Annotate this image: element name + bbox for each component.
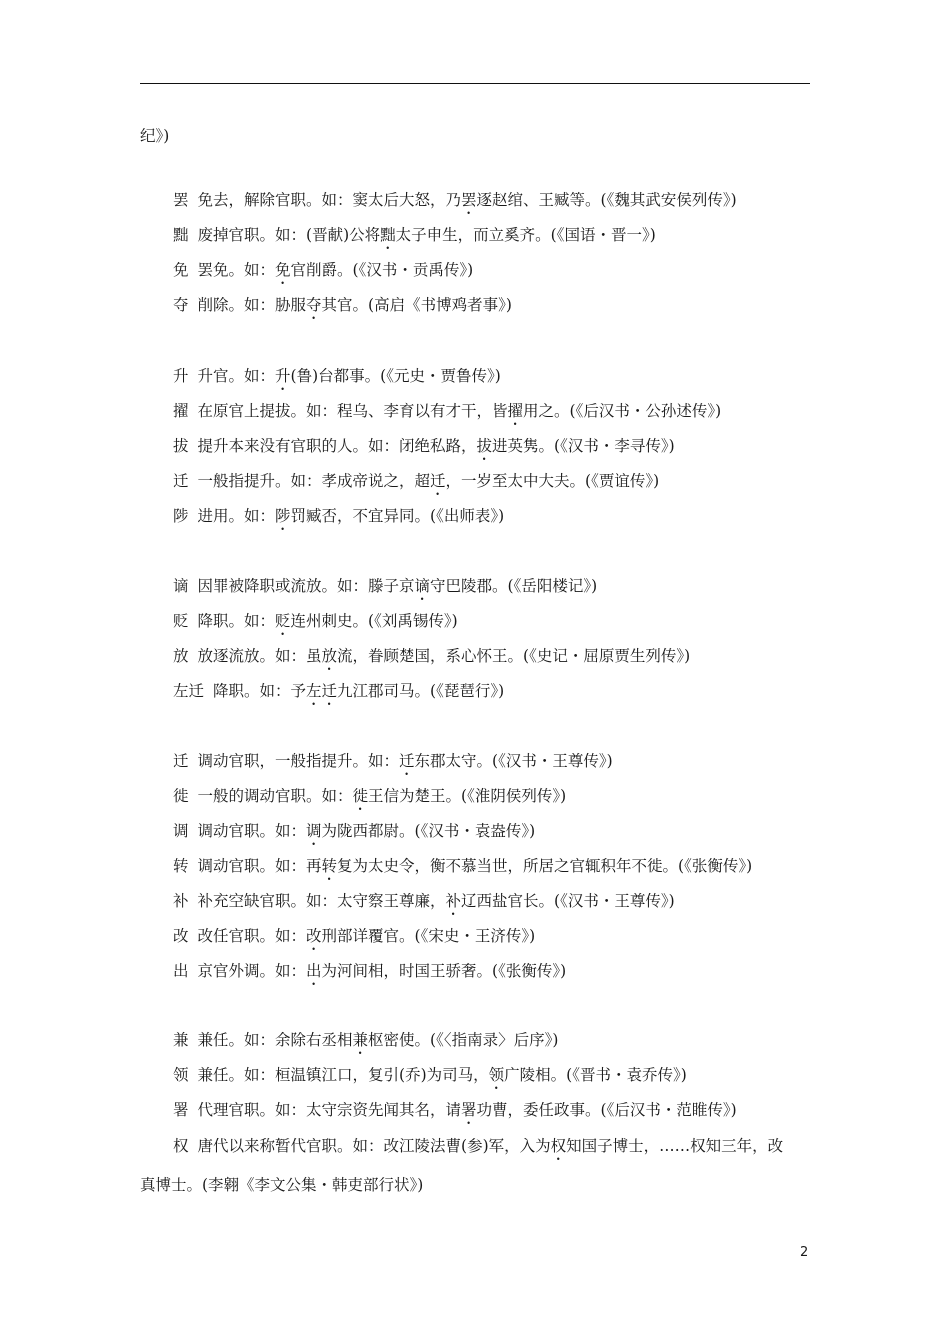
entry-term: 贬 [173, 612, 189, 630]
entry-example-rest: 进英隽。(《汉书・李寻传》) [492, 437, 675, 455]
entry-example-rest: 枢密使。(《〈指南录〉后序》) [368, 1031, 559, 1049]
entry-example-keyword: 徙 [352, 787, 369, 805]
entry-term: 拔 [173, 437, 189, 455]
entry-definition: 降职。如： [197, 612, 276, 630]
entry-definition: 代理官职。如：太守宗资先闻其名，请 [197, 1101, 462, 1119]
entry-term: 改 [173, 927, 189, 945]
entry-definition: 免去，解除官职。如：窦太后大怒，乃 [197, 191, 462, 209]
entry-definition: 唐代以来称暂代官职。如：改江陵法曹(参)军，入为 [197, 1137, 551, 1155]
entry-example-keyword: 陟 [275, 507, 291, 525]
entry-term: 陟 [173, 507, 189, 525]
entry-term: 左迁 [173, 682, 205, 700]
entry-term: 转 [173, 857, 189, 875]
entry-term: 迁 [173, 472, 189, 490]
entry-example-rest: 罚臧否，不宜异同。(《出师表》) [290, 507, 505, 525]
entry-example-keyword: 放 [321, 647, 338, 665]
entry-example-keyword: 改 [306, 927, 322, 945]
entry-term: 权 [173, 1137, 189, 1155]
entry-row [173, 399, 813, 429]
entry-row [173, 784, 813, 814]
entry-example-rest: 辽西盐官长。(《汉书・王尊传》) [461, 892, 675, 910]
entry-definition: 一般指提升。如：孝成帝说之，超 [197, 472, 431, 490]
entry-example-keyword: 拔 [476, 437, 493, 455]
entry-row [173, 434, 813, 464]
entry-row [173, 924, 813, 954]
entry-example-rest: 流，眷顾楚国，系心怀王。(《史记・屈原贾生列传》) [337, 647, 691, 665]
entry-term: 领 [173, 1066, 189, 1084]
entry-row [173, 749, 813, 779]
entry-term: 罢 [173, 191, 189, 209]
entry-row [173, 188, 813, 218]
entry-example-rest: 刑部详覆官。(《宋史・王济传》) [321, 927, 536, 945]
entry-definition: 调动官职，一般指提升。如： [197, 752, 400, 770]
continuation-line: 纪》) [140, 127, 170, 145]
entry-example-rest: 王信为楚王。(《淮阴侯列传》) [368, 787, 567, 805]
entry-definition: 调动官职。如：再 [197, 857, 322, 875]
entry-example-rest: 东郡太守。(《汉书・王尊传》) [414, 752, 613, 770]
entry-row [173, 1063, 813, 1093]
entry-definition: 因罪被降职或流放。如：滕子京 [197, 577, 415, 595]
entry-term: 署 [173, 1101, 189, 1119]
entry-row [173, 364, 813, 394]
entry-definition: 升官。如： [197, 367, 276, 385]
entry-definition: 京官外调。如： [197, 962, 307, 980]
entry-term: 谪 [173, 577, 189, 595]
entry-example-keyword: 升 [275, 367, 291, 385]
entry-example-rest: 逐赵绾、王臧等。(《魏其武安侯列传》) [476, 191, 737, 209]
entry-example-keyword: 免 [275, 261, 291, 279]
entry-example-keyword: 转 [321, 857, 338, 875]
entry-row [173, 889, 813, 919]
entry-example-rest: 太子申生，而立奚齐。(《国语・晋一》) [395, 226, 656, 244]
entry-example-keyword: 出 [306, 962, 322, 980]
entry-row [173, 854, 813, 884]
entry-example-rest: 用之。(《后汉书・公孙述传》) [523, 402, 722, 420]
entry-row [173, 1098, 813, 1128]
entry-term: 迁 [173, 752, 189, 770]
entry-example-keyword: 兼 [352, 1031, 369, 1049]
entry-example-rest: 广陵相。(《晋书・袁乔传》) [504, 1066, 687, 1084]
entry-example-rest: ，一岁至太中大夫。(《贾谊传》) [445, 472, 660, 490]
entry-example-keyword: 黜 [380, 226, 396, 244]
entry-example-keyword: 左迁 [306, 682, 338, 700]
entry-row [173, 469, 813, 499]
entry-example-keyword: 调 [306, 822, 322, 840]
entry-example-keyword: 擢 [507, 402, 524, 420]
entry-term: 放 [173, 647, 189, 665]
entry-term: 擢 [173, 402, 189, 420]
entry-term: 徙 [173, 787, 189, 805]
entry-example-rest: 其官。(高启《书博鸡者事》) [321, 296, 512, 314]
entry-example-rest: 为河间相，时国王骄奢。(《张衡传》) [321, 962, 567, 980]
entry-example-rest: 功曹，委任政事。(《后汉书・范睢传》) [476, 1101, 737, 1119]
entry-definition: 提升本来没有官职的人。如：闭绝私路， [197, 437, 477, 455]
entry-term: 补 [173, 892, 189, 910]
entry-term: 调 [173, 822, 189, 840]
entry-example-keyword: 补 [445, 892, 462, 910]
entry-example-keyword: 迁 [399, 752, 415, 770]
entry-term: 升 [173, 367, 189, 385]
entry-example-rest: 复为太史令，衡不慕当世，所居之官辄积年不徙。(《张衡传》) [337, 857, 753, 875]
entry-term: 夺 [173, 296, 189, 314]
entry-row [173, 1134, 813, 1164]
entry-example-keyword: 谪 [414, 577, 431, 595]
entry-term: 出 [173, 962, 189, 980]
entry-example-rest: 九江郡司马。(《琵琶行》) [337, 682, 505, 700]
entry-row [173, 644, 813, 674]
entry-term: 兼 [173, 1031, 189, 1049]
entry-term: 黜 [173, 226, 189, 244]
entry-definition: 削除。如：胁服 [197, 296, 307, 314]
entry-definition: 放逐流放。如：虽 [197, 647, 322, 665]
entry-row [173, 679, 813, 709]
last-line: 真博士。(李翱《李文公集・韩吏部行状》) [140, 1176, 424, 1194]
entry-definition: 进用。如： [197, 507, 276, 525]
entry-definition: 改任官职。如： [197, 927, 307, 945]
header-rule [140, 83, 810, 84]
entry-example-keyword: 权 [550, 1137, 567, 1155]
entry-definition: 废掉官职。如：(晋献)公将 [197, 226, 381, 244]
entry-example-rest: (鲁)台都事。(《元史・贾鲁传》) [290, 367, 501, 385]
entry-definition: 降职。如：予 [213, 682, 307, 700]
entry-example-keyword: 领 [488, 1066, 505, 1084]
entry-row [173, 293, 813, 323]
entry-example-keyword: 贬 [275, 612, 291, 630]
entry-example-keyword: 署 [461, 1101, 477, 1119]
entry-row [173, 574, 813, 604]
entry-example-keyword: 迁 [430, 472, 446, 490]
entry-definition: 一般的调动官职。如： [197, 787, 353, 805]
entry-row [173, 258, 813, 288]
entry-definition: 兼任。如：桓温镇江口，复引(乔)为司马， [197, 1066, 489, 1084]
entry-row [173, 609, 813, 639]
entry-term: 免 [173, 261, 189, 279]
entry-definition: 调动官职。如： [197, 822, 307, 840]
entry-example-rest: 守巴陵郡。(《岳阳楼记》) [430, 577, 598, 595]
entry-definition: 兼任。如：余除右丞相 [197, 1031, 353, 1049]
entry-row [173, 504, 813, 534]
entry-example-rest: 连州刺史。(《刘禹锡传》) [290, 612, 458, 630]
entry-row [173, 959, 813, 989]
entry-example-rest: 为陇西都尉。(《汉书・袁盎传》) [321, 822, 536, 840]
entry-example-keyword: 夺 [306, 296, 322, 314]
entry-row [173, 223, 813, 253]
entry-row [173, 819, 813, 849]
entry-example-keyword: 罢 [461, 191, 477, 209]
page-number: 2 [800, 1245, 809, 1260]
entry-definition: 补充空缺官职。如：太守察王尊廉， [197, 892, 446, 910]
entry-example-rest: 官削爵。(《汉书・贡禹传》) [290, 261, 474, 279]
entry-example-rest: 知国子博士，……权知三年，改 [566, 1137, 784, 1155]
entry-row [173, 1028, 813, 1058]
entry-definition: 在原官上提拔。如：程乌、李育以有才干，皆 [197, 402, 508, 420]
entry-definition: 罢免。如： [197, 261, 276, 279]
